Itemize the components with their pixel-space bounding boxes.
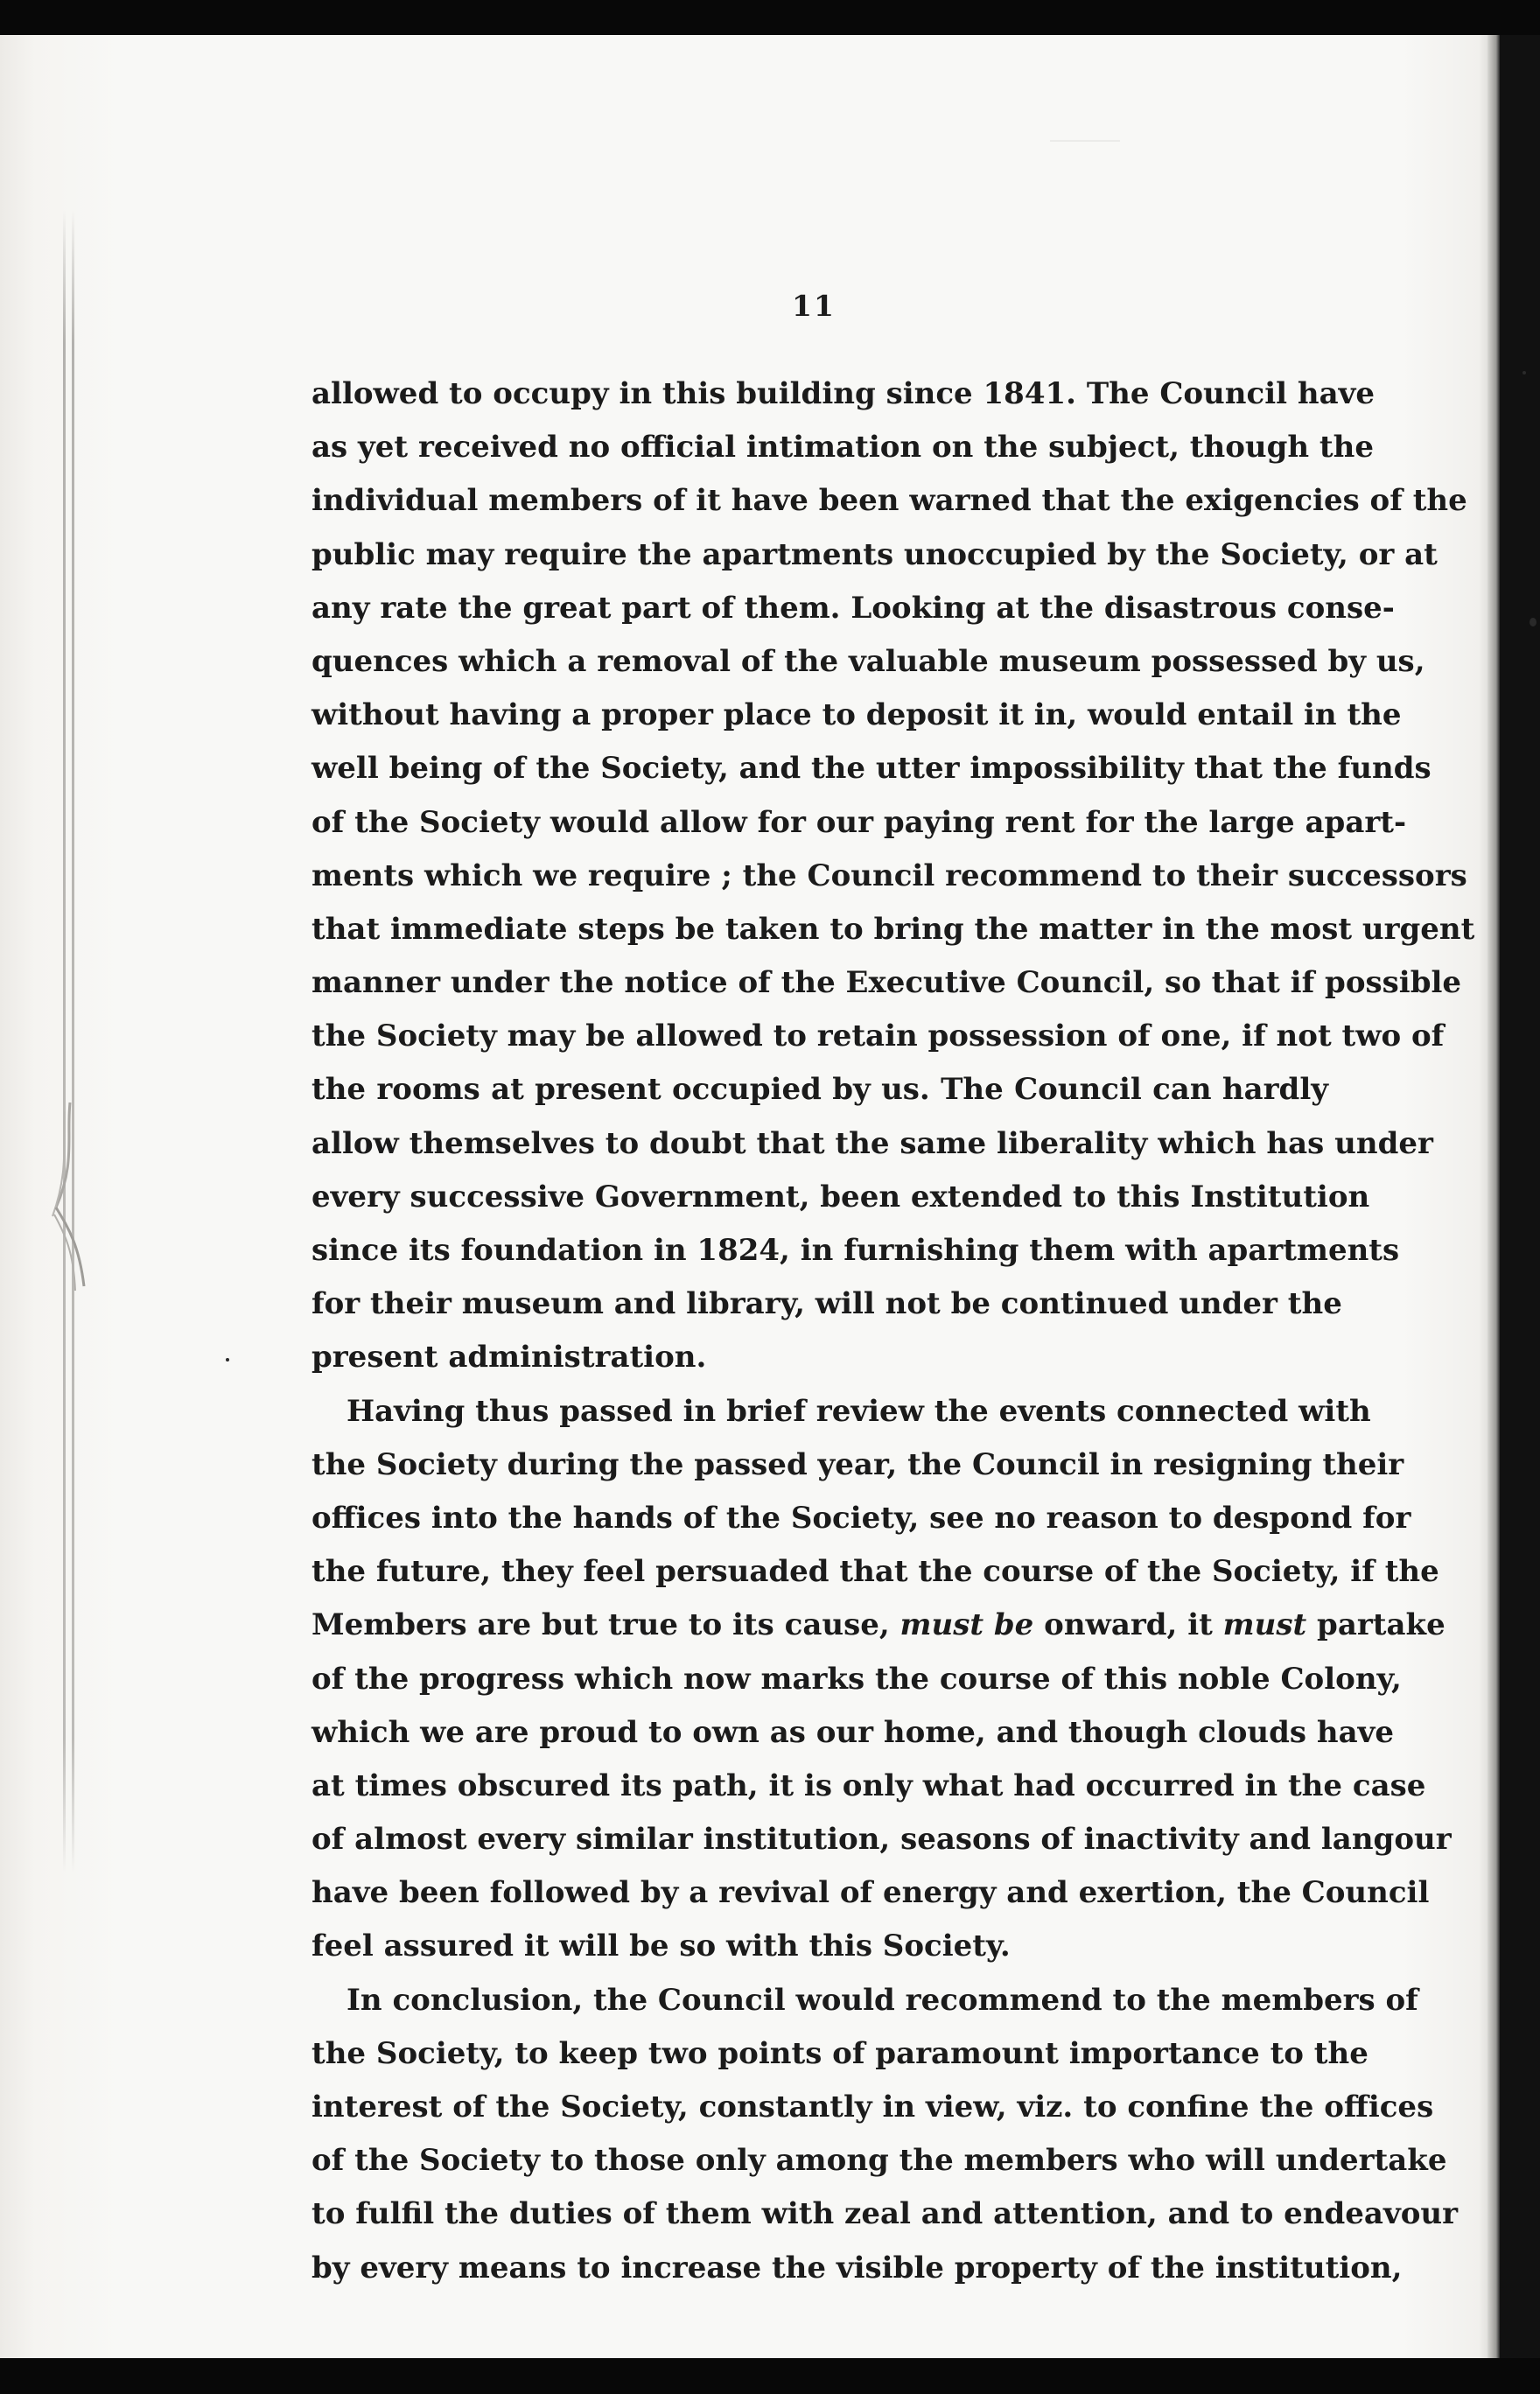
- text-line: interest of the Society, constantly in view, viz. to confine the offices: [312, 2090, 1434, 2124]
- text-line: which we are proud to own as our home, and though clouds have: [312, 1714, 1394, 1750]
- text-line: quences which a removal of the valuable museum possessed by us,: [312, 643, 1425, 679]
- text-line: present administration.: [312, 1340, 707, 1376]
- italic-emphasis: must: [1222, 1607, 1307, 1643]
- paragraph-first-line: In conclusion, the Council would recommend to the members of: [346, 1982, 1418, 2018]
- body-text: [312, 368, 1475, 2295]
- text-line: any rate the great part of them. Looking at the disastrous conse-: [312, 590, 1395, 626]
- scan-top-border: [0, 0, 1540, 35]
- text-line: for their museum and library, will not be continued under the: [312, 1286, 1342, 1322]
- scan-bottom-border: [0, 2358, 1540, 2394]
- text-line: since its foundation in 1824, in furnishing them with apartments: [312, 1233, 1400, 1268]
- text-line: offices into the hands of the Society, see no reason to despond for: [312, 1500, 1411, 1536]
- text-line: the Society during the passed year, the Council in resigning their: [312, 1446, 1404, 1482]
- paragraph-first-line: Having thus passed in brief review the events connected with: [346, 1393, 1371, 1429]
- text-line: allowed to occupy in this building since 1841. The Council have: [312, 376, 1376, 411]
- text-line: the Society may be allowed to retain possession of one, if not two of: [312, 1018, 1445, 1054]
- text-line: manner under the notice of the Executive Council, so that if possible: [312, 965, 1462, 1001]
- italic-emphasis: must be: [900, 1607, 1034, 1643]
- paper-speck: [1522, 371, 1526, 374]
- text-line: as yet received no official intimation on the subject, though the: [312, 430, 1374, 466]
- text-fragment: onward, it: [1033, 1607, 1223, 1643]
- paper-speck: [1530, 618, 1536, 626]
- page-number: 11: [792, 289, 836, 323]
- text-line-with-emphasis: [312, 1599, 1446, 1652]
- text-line: of the Society would allow for our paying rent for the large apart-: [312, 804, 1407, 840]
- page-edge-shadow: [1488, 35, 1500, 2358]
- stitch-thread: [63, 210, 66, 1872]
- text-line: allow themselves to doubt that the same liberality which has under: [312, 1125, 1433, 1161]
- text-line: of almost every similar institution, seasons of inactivity and langour: [312, 1822, 1452, 1858]
- text-fragment: partake: [1306, 1607, 1446, 1643]
- binding-thread: [61, 210, 79, 1872]
- text-line: every successive Government, been extended to this Institution: [312, 1179, 1370, 1214]
- bleed-through-mark: [1050, 140, 1120, 142]
- text-line: public may require the apartments unoccupied by the Society, or at: [312, 536, 1438, 572]
- text-line: that immediate steps be taken to bring the matter in the most urgent: [312, 911, 1475, 947]
- text-line: at times obscured its path, it is only what had occurred in the case: [312, 1768, 1426, 1803]
- text-line: without having a proper place to deposit it in, would entail in the: [312, 697, 1402, 733]
- text-line: by every means to increase the visible property of the institution,: [312, 2250, 1403, 2286]
- text-line: of the Society to those only among the members who will undertake: [312, 2143, 1447, 2179]
- text-fragment: Members are but true to its cause,: [312, 1607, 900, 1643]
- binding-knot-icon: [49, 1102, 91, 1295]
- text-line: have been followed by a revival of energy and exertion, the Council: [312, 1875, 1430, 1911]
- text-line: the rooms at present occupied by us. The Council can hardly: [312, 1072, 1328, 1108]
- stitch-thread: [72, 210, 74, 1872]
- text-line: the future, they feel persuaded that the course of the Society, if the: [312, 1554, 1439, 1590]
- text-line: to fulfil the duties of them with zeal and attention, and to endeavour: [312, 2196, 1459, 2232]
- text-line: the Society, to keep two points of paramount importance to the: [312, 2035, 1368, 2071]
- text-line: individual members of it have been warned that the exigencies of the: [312, 483, 1467, 519]
- paper-speck: [226, 1358, 229, 1362]
- text-line: ments which we require ; the Council recommend to their successors: [312, 858, 1467, 893]
- text-line: of the progress which now marks the course of this noble Colony,: [312, 1661, 1402, 1697]
- text-line: feel assured it will be so with this Society.: [312, 1928, 1011, 1964]
- text-line: well being of the Society, and the utter impossibility that the funds: [312, 751, 1432, 787]
